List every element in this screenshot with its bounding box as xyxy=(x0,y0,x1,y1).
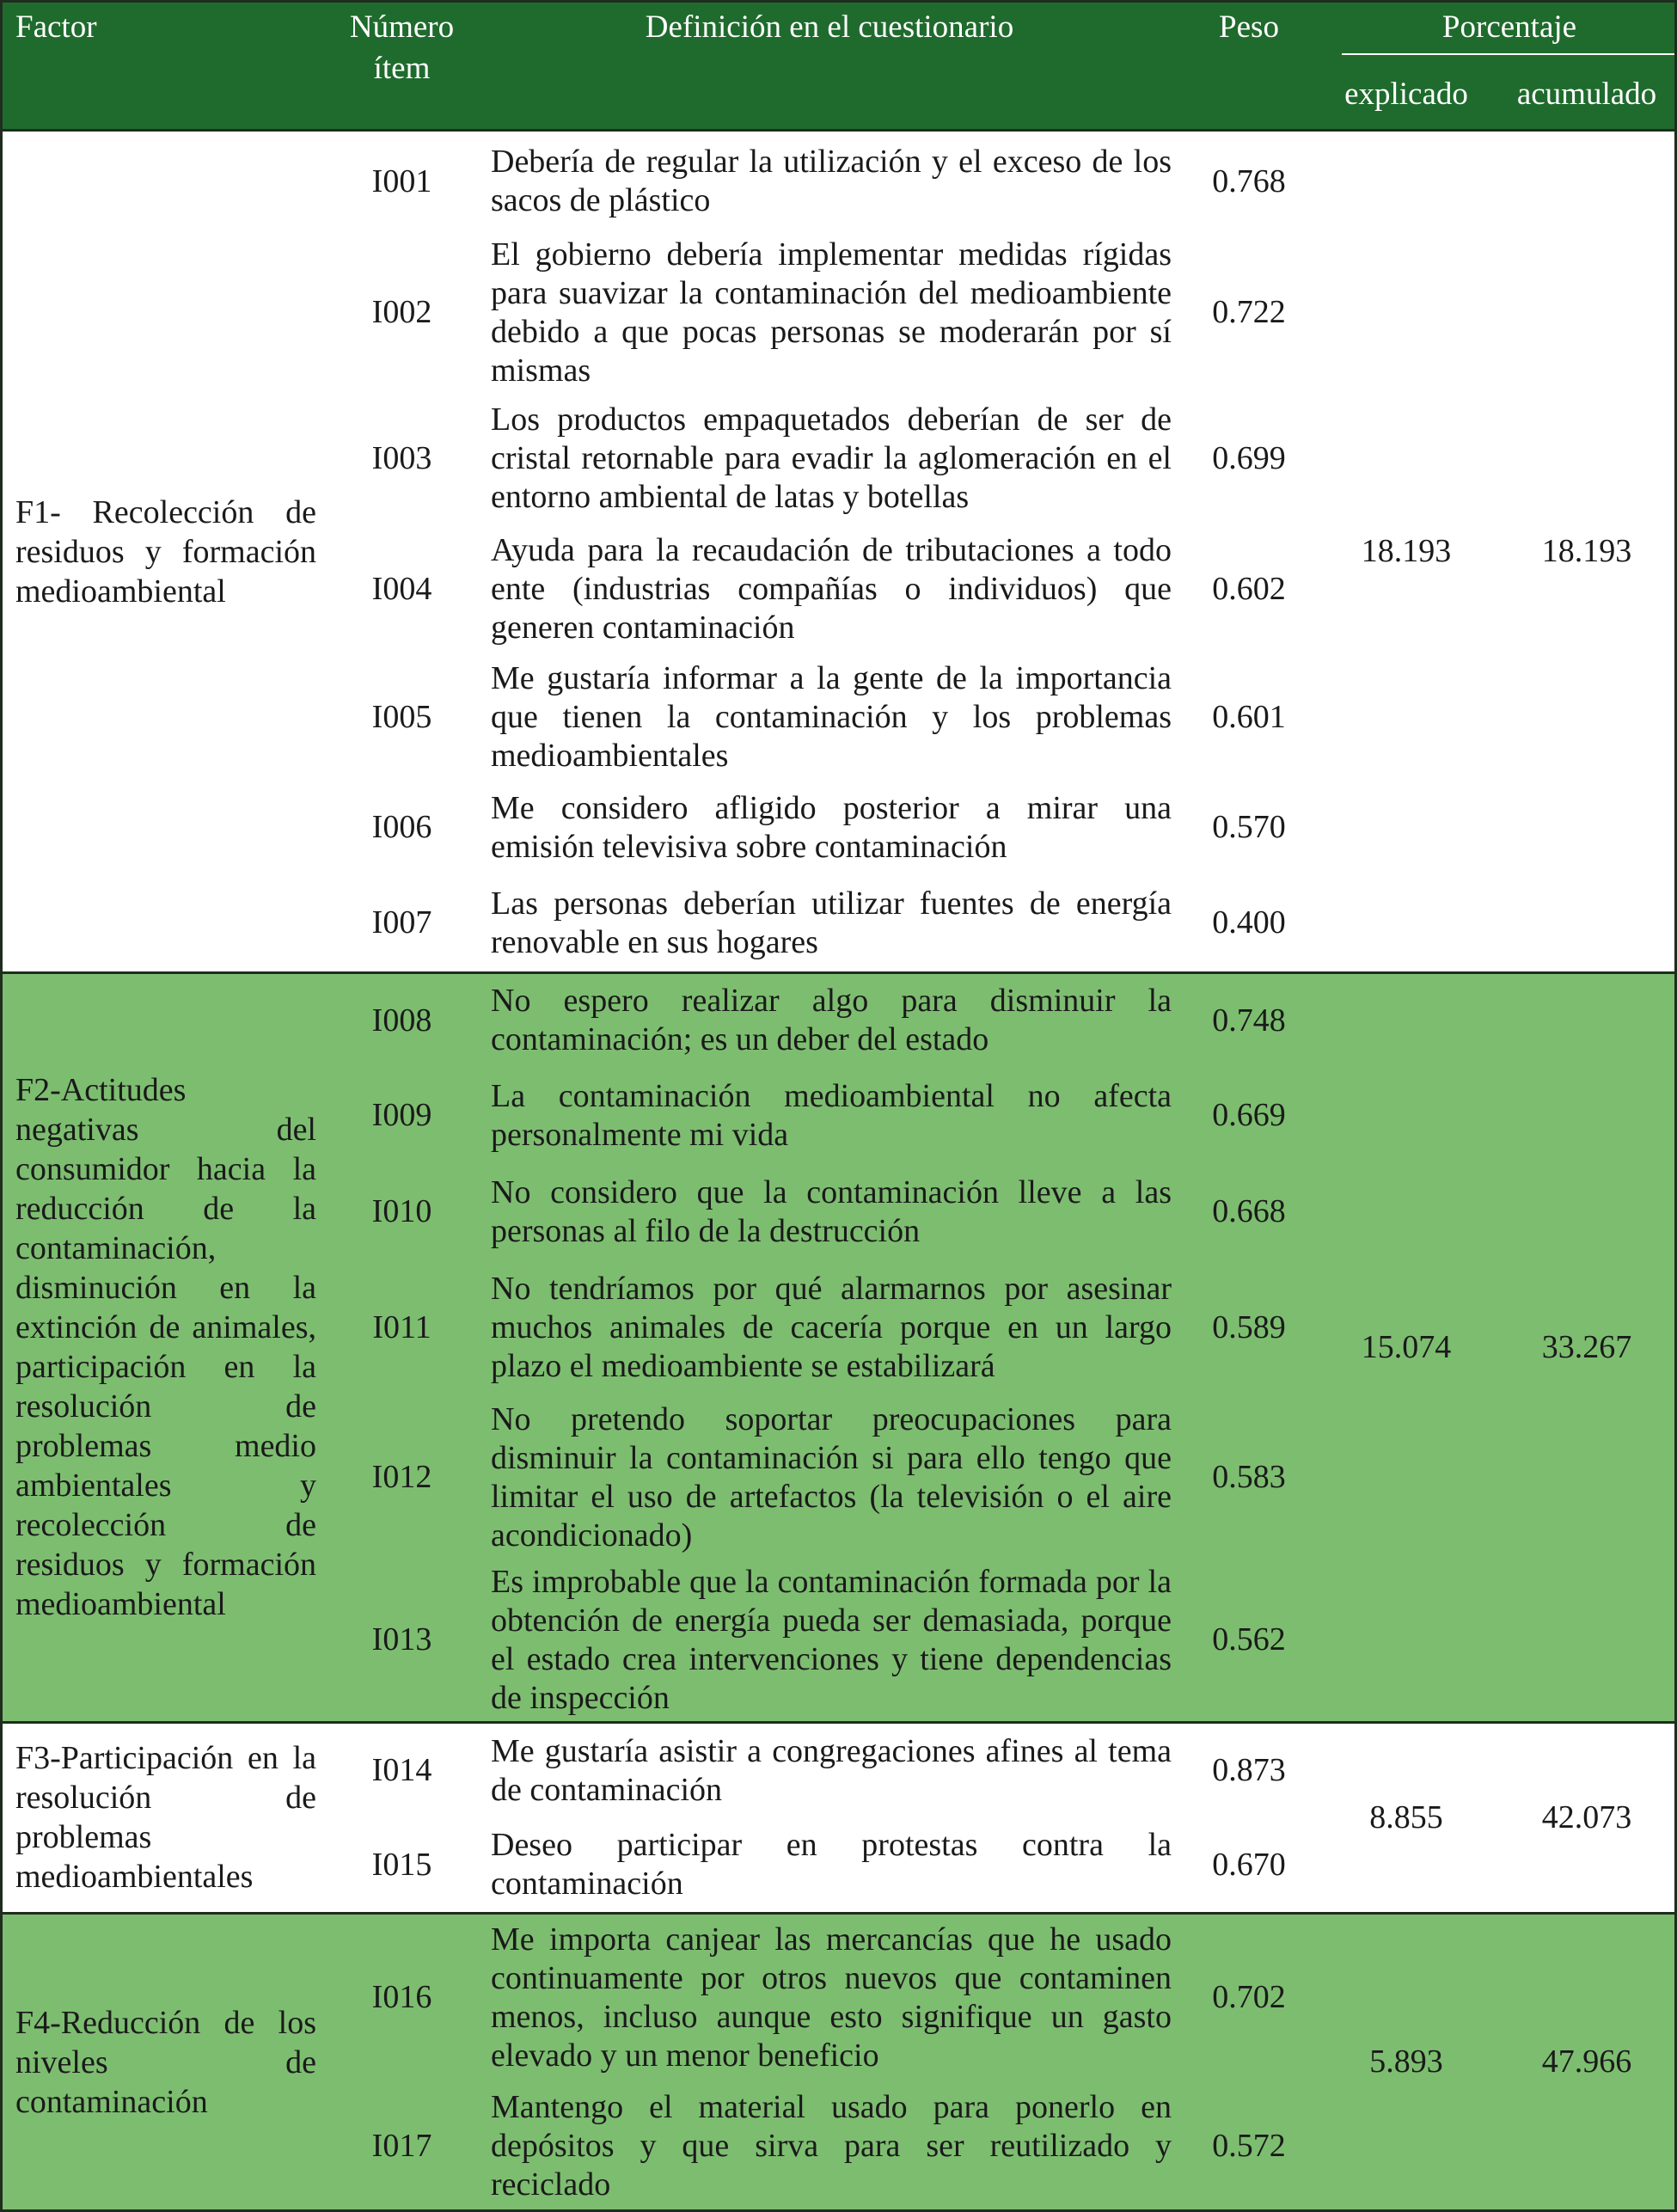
header-peso: Peso xyxy=(1219,9,1279,45)
item-weight: 0.668 xyxy=(1182,1164,1316,1260)
item-definition: No espero realizar algo para disminuir la contaminación; es un deber del estado xyxy=(477,973,1182,1068)
item-number: I016 xyxy=(327,1913,477,2081)
item-weight: 0.602 xyxy=(1182,524,1316,655)
header-factor: Factor xyxy=(15,9,97,45)
item-definition: Me importa canjear las mercancías que he usado continuamente por otros nuevos que contaminen menos, incluso aunque esto signifique un gasto elevado y un menor beneficio xyxy=(477,1913,1182,2081)
table-row xyxy=(0,131,1677,232)
item-number: I015 xyxy=(327,1818,477,1913)
item-definition: Las personas deberían utilizar fuentes de energía renovable en sus hogares xyxy=(477,875,1182,973)
item-definition: El gobierno debería implementar medidas rígidas para suavizar la contaminación del medioambiente debido a que pocas personas se moderarán por sí mismas xyxy=(477,232,1182,394)
item-weight: 0.570 xyxy=(1182,781,1316,875)
item-weight: 0.400 xyxy=(1182,875,1316,973)
item-number: I008 xyxy=(327,973,477,1068)
acumulado-f1: 18.193 xyxy=(1496,131,1677,973)
table-row xyxy=(0,1722,1677,1818)
item-definition: No tendríamos por qué alarmarnos por asesinar muchos animales de cacería porque en un largo plazo el medioambiente se estabilizará xyxy=(477,1260,1182,1396)
item-definition: La contaminación medioambiental no afecta personalmente mi vida xyxy=(477,1068,1182,1164)
item-weight: 0.562 xyxy=(1182,1559,1316,1723)
explicado-f4: 5.893 xyxy=(1316,1913,1496,2210)
item-number: I003 xyxy=(327,394,477,524)
explicado-f3: 8.855 xyxy=(1316,1722,1496,1913)
item-weight: 0.589 xyxy=(1182,1260,1316,1396)
item-weight: 0.702 xyxy=(1182,1913,1316,2081)
item-number: I005 xyxy=(327,655,477,781)
factor-f4: F4-Reducción de los niveles de contaminación xyxy=(0,1913,327,2210)
table-row xyxy=(0,1913,1677,2081)
header-acumulado: acumulado xyxy=(1516,77,1657,112)
explicado-f1: 18.193 xyxy=(1316,131,1496,973)
header-numero-item-text: Número ítem xyxy=(349,9,455,86)
header-definicion: Definición en el cuestionario xyxy=(645,9,1014,45)
item-weight: 0.669 xyxy=(1182,1068,1316,1164)
item-weight: 0.748 xyxy=(1182,973,1316,1068)
header-numero-item xyxy=(327,0,477,131)
item-definition: Me gustaría informar a la gente de la importancia que tienen la contaminación y los problemas medioambientales xyxy=(477,655,1182,781)
item-weight: 0.601 xyxy=(1182,655,1316,781)
item-weight: 0.699 xyxy=(1182,394,1316,524)
item-definition: Los productos empaquetados deberían de ser de cristal retornable para evadir la aglomeración en el entorno ambiental de latas y botellas xyxy=(477,394,1182,524)
header-porcentaje xyxy=(1316,0,1677,60)
item-number: I011 xyxy=(327,1260,477,1396)
item-definition: Me considero afligido posterior a mirar una emisión televisiva sobre contaminación xyxy=(477,781,1182,875)
item-weight: 0.572 xyxy=(1182,2081,1316,2210)
item-definition: No pretendo soportar preocupaciones para disminuir la contaminación si para ello tengo que limitar el uso de artefactos (la televisión o el aire acondicionado) xyxy=(477,1396,1182,1559)
item-definition: Ayuda para la recaudación de tributaciones a todo ente (industrias compañías o individuos) que generen contaminación xyxy=(477,524,1182,655)
item-weight: 0.722 xyxy=(1182,232,1316,394)
item-definition: Es improbable que la contaminación formada por la obtención de energía pueda ser demasiada, porque el estado crea intervenciones y tiene dependencias de inspección xyxy=(477,1559,1182,1723)
item-number: I006 xyxy=(327,781,477,875)
item-definition: Mantengo el material usado para ponerlo en depósitos y que sirva para ser reutilizado y reciclado xyxy=(477,2081,1182,2210)
item-number: I017 xyxy=(327,2081,477,2210)
factor-f2: F2-Actitudes negativas del consumidor hacia la reducción de la contaminación, disminución en la extinción de animales, participación en la resolución de problemas medio ambientales y recolección de residuos y formación medioambiental xyxy=(0,973,327,1723)
item-number: I010 xyxy=(327,1164,477,1260)
item-weight: 0.873 xyxy=(1182,1722,1316,1818)
item-definition: Me gustaría asistir a congregaciones afines al tema de contaminación xyxy=(477,1722,1182,1818)
table-row xyxy=(0,973,1677,1068)
header-porcentaje-label: Porcentaje xyxy=(1342,7,1677,55)
acumulado-f2: 33.267 xyxy=(1496,973,1677,1723)
explicado-f2: 15.074 xyxy=(1316,973,1496,1723)
item-weight: 0.670 xyxy=(1182,1818,1316,1913)
acumulado-f3: 42.073 xyxy=(1496,1722,1677,1913)
acumulado-f4: 47.966 xyxy=(1496,1913,1677,2210)
item-number: I007 xyxy=(327,875,477,973)
factor-f1: F1- Recolección de residuos y formación medioambiental xyxy=(0,131,327,973)
item-weight: 0.768 xyxy=(1182,131,1316,232)
item-weight: 0.583 xyxy=(1182,1396,1316,1559)
item-number: I013 xyxy=(327,1559,477,1723)
item-number: I014 xyxy=(327,1722,477,1818)
header-explicado: explicado xyxy=(1344,77,1468,112)
item-definition: Deseo participar en protestas contra la contaminación xyxy=(477,1818,1182,1913)
item-number: I002 xyxy=(327,232,477,394)
header-row xyxy=(0,0,1677,60)
item-number: I001 xyxy=(327,131,477,232)
item-number: I009 xyxy=(327,1068,477,1164)
item-number: I012 xyxy=(327,1396,477,1559)
item-number: I004 xyxy=(327,524,477,655)
factor-f3: F3-Participación en la resolución de problemas medioambientales xyxy=(0,1722,327,1913)
item-definition: Debería de regular la utilización y el exceso de los sacos de plástico xyxy=(477,131,1182,232)
item-definition: No considero que la contaminación lleve a las personas al filo de la destrucción xyxy=(477,1164,1182,1260)
